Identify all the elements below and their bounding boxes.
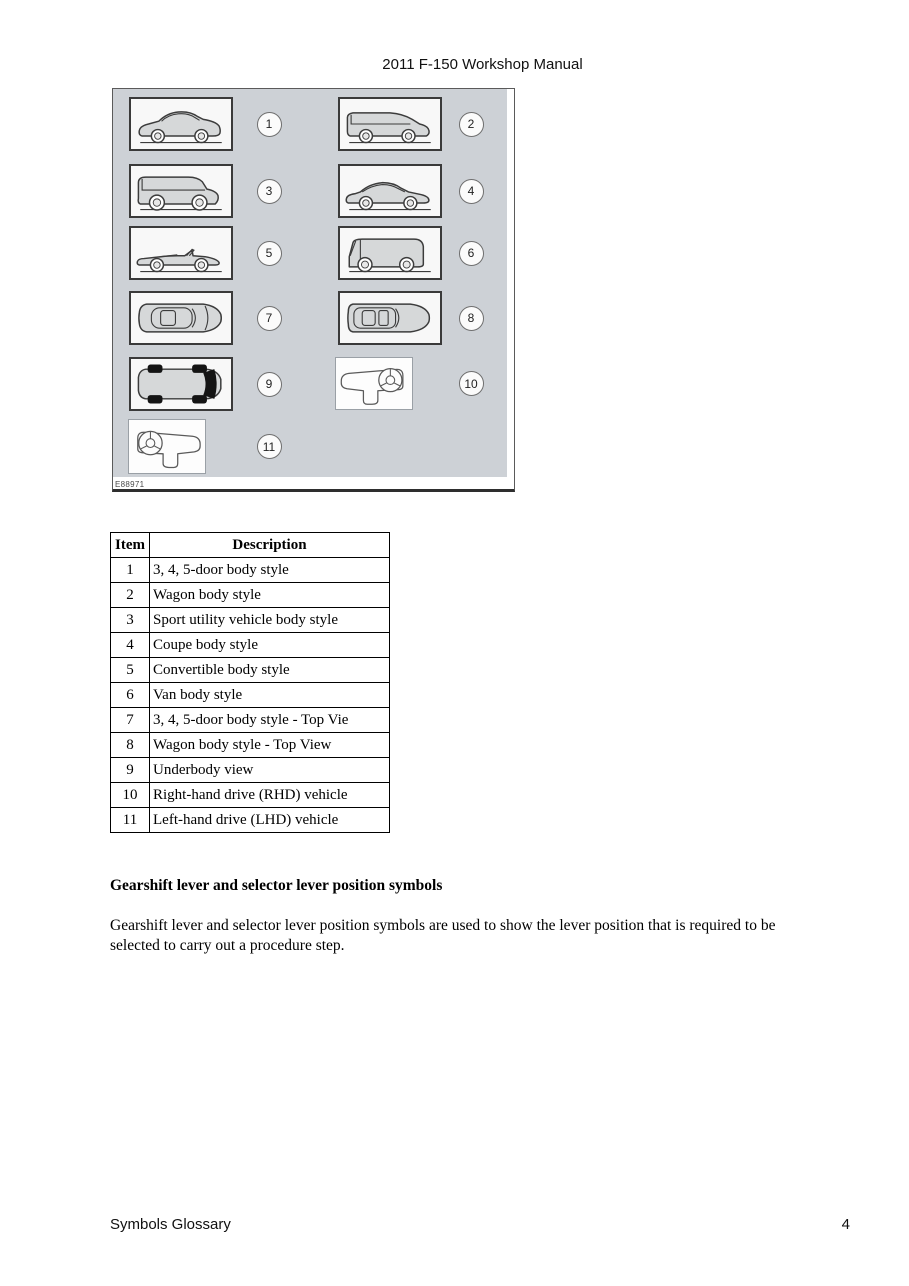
- vehicle-box-11: [128, 419, 206, 474]
- description-cell: Convertible body style: [150, 658, 390, 683]
- item-marker-2: 2: [459, 112, 484, 137]
- table-row: [111, 633, 390, 658]
- table-row: [111, 733, 390, 758]
- vehicle-box-2: [338, 97, 442, 151]
- item-number-cell: 8: [111, 733, 150, 758]
- sedan-side-icon: [131, 99, 231, 149]
- item-marker-5: 5: [257, 241, 282, 266]
- item-marker-4: 4: [459, 179, 484, 204]
- vehicle-box-9: [129, 357, 233, 411]
- vehicle-box-10: [335, 357, 413, 410]
- item-marker-11: 11: [257, 434, 282, 459]
- description-cell: Wagon body style: [150, 583, 390, 608]
- description-cell: Wagon body style - Top View: [150, 733, 390, 758]
- footer-section-title: Symbols Glossary: [110, 1216, 231, 1233]
- body-text-line: Gearshift lever and selector lever position symbols are used to show the lever position that is required to be: [110, 917, 776, 934]
- item-column-header: Item: [111, 533, 150, 558]
- body-style-figure: [112, 88, 515, 492]
- item-marker-3: 3: [257, 179, 282, 204]
- description-cell: 3, 4, 5-door body style: [150, 558, 390, 583]
- vehicle-box-8: [338, 291, 442, 345]
- table-row: [111, 758, 390, 783]
- item-marker-9: 9: [257, 372, 282, 397]
- wagon-side-icon: [340, 99, 440, 149]
- description-cell: Underbody view: [150, 758, 390, 783]
- vehicle-box-3: [129, 164, 233, 218]
- description-cell: Sport utility vehicle body style: [150, 608, 390, 633]
- item-marker-1: 1: [257, 112, 282, 137]
- item-number-cell: 5: [111, 658, 150, 683]
- footer-page-number: 4: [841, 1216, 850, 1233]
- car-top-icon: [131, 293, 231, 343]
- item-number-cell: 7: [111, 708, 150, 733]
- convertible-side-icon: [131, 228, 231, 278]
- item-number-cell: 4: [111, 633, 150, 658]
- description-cell: Left-hand drive (LHD) vehicle: [150, 808, 390, 833]
- table-row: [111, 708, 390, 733]
- item-marker-8: 8: [459, 306, 484, 331]
- underbody-icon: [131, 359, 231, 409]
- section-heading: Gearshift lever and selector lever position symbols: [110, 877, 443, 894]
- table-row: [111, 808, 390, 833]
- symbols-table-body: [111, 558, 390, 833]
- coupe-side-icon: [340, 166, 440, 216]
- suv-side-icon: [131, 166, 231, 216]
- symbols-description-table: [110, 532, 390, 833]
- item-number-cell: 11: [111, 808, 150, 833]
- description-cell: Coupe body style: [150, 633, 390, 658]
- item-marker-10: 10: [459, 371, 484, 396]
- dashboard-rhd-icon: [336, 358, 412, 409]
- item-number-cell: 2: [111, 583, 150, 608]
- item-number-cell: 9: [111, 758, 150, 783]
- section-body-paragraph: [110, 916, 870, 956]
- table-row: [111, 683, 390, 708]
- wagon-top-icon: [340, 293, 440, 343]
- item-number-cell: 1: [111, 558, 150, 583]
- vehicle-box-4: [338, 164, 442, 218]
- dashboard-lhd-icon: [129, 420, 205, 473]
- figure-reference-label: E88971: [115, 480, 145, 489]
- body-text-line: selected to carry out a procedure step.: [110, 937, 345, 954]
- description-column-header: Description: [150, 533, 390, 558]
- description-cell: 3, 4, 5-door body style - Top Vie: [150, 708, 390, 733]
- item-number-cell: 10: [111, 783, 150, 808]
- item-number-cell: 3: [111, 608, 150, 633]
- item-marker-6: 6: [459, 241, 484, 266]
- table-header-row: [111, 533, 390, 558]
- page-header-title: 2011 F-150 Workshop Manual: [382, 56, 583, 73]
- description-cell: Van body style: [150, 683, 390, 708]
- item-marker-7: 7: [257, 306, 282, 331]
- table-row: [111, 658, 390, 683]
- vehicle-box-6: [338, 226, 442, 280]
- table-row: [111, 783, 390, 808]
- vehicle-box-5: [129, 226, 233, 280]
- description-cell: Right-hand drive (RHD) vehicle: [150, 783, 390, 808]
- van-side-icon: [340, 228, 440, 278]
- table-row: [111, 583, 390, 608]
- item-number-cell: 6: [111, 683, 150, 708]
- vehicle-box-7: [129, 291, 233, 345]
- table-row: [111, 558, 390, 583]
- vehicle-box-1: [129, 97, 233, 151]
- table-row: [111, 608, 390, 633]
